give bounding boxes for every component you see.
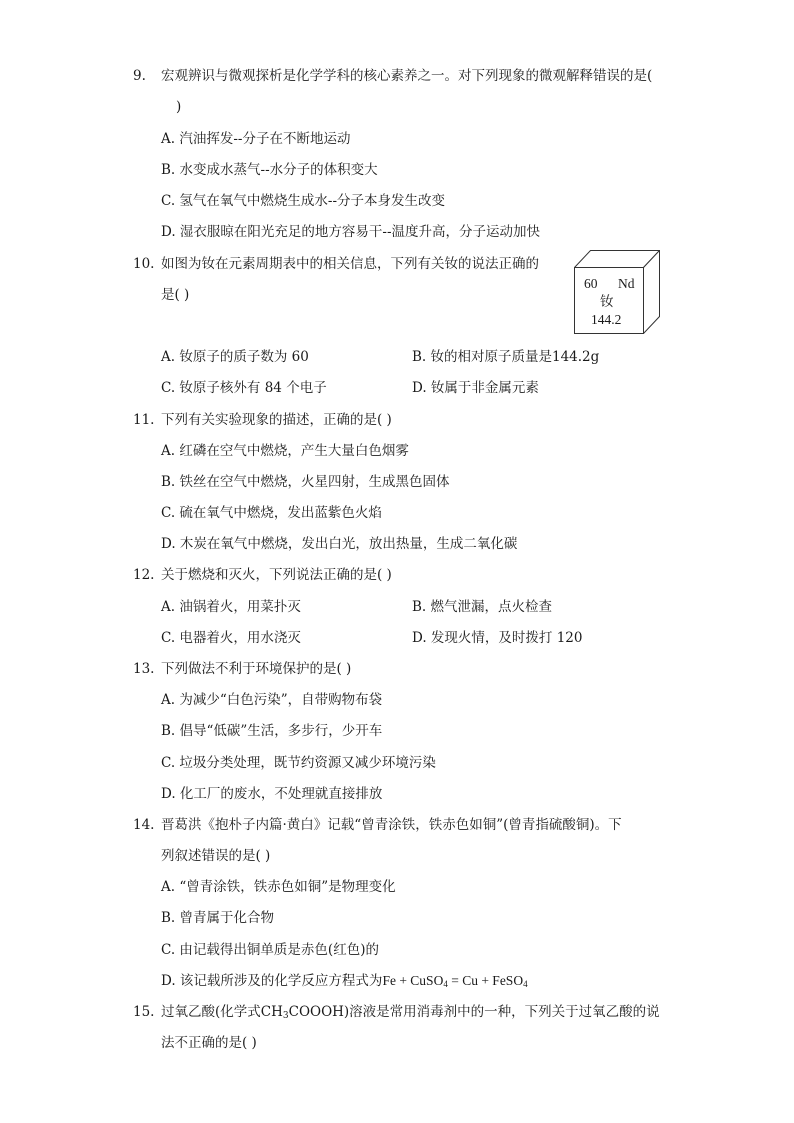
question-stem: 下列做法不利于环境保护的是( ) <box>161 661 352 677</box>
option-a: A. 油锅着火，用菜扑灭 <box>161 599 301 615</box>
option-a: A. 红磷在空气中燃烧，产生大量白色烟雾 <box>161 443 409 459</box>
option-d-text: D. 该记载所涉及的化学反应方程式为 <box>161 973 383 989</box>
atomic-mass: 144.2 <box>591 312 622 327</box>
option-d: D. 木炭在氧气中燃烧，发出白光，放出热量，生成二氧化碳 <box>161 536 518 552</box>
question-stem-cont: 法不正确的是( ) <box>161 1035 257 1051</box>
question-stem: 如图为钕在元素周期表中的相关信息，下列有关钕的说法正确的 <box>161 256 539 272</box>
option-a: A. 为减少“白色污染”，自带购物布袋 <box>161 692 383 708</box>
option-c: C. 电器着火，用水浇灭 <box>161 630 301 646</box>
option-a: A. “曾青涂铁，铁赤色如铜”是物理变化 <box>161 879 396 895</box>
question-number: 15. <box>133 1004 155 1020</box>
atomic-number: 60 <box>584 276 598 291</box>
option-b: B. 曾青属于化合物 <box>161 910 275 926</box>
question-number: 11. <box>133 412 155 428</box>
option-a: A. 汽油挥发--分子在不断地运动 <box>161 131 351 147</box>
option-b: B. 钕的相对原子质量是144.2g <box>412 349 600 365</box>
element-name: 钕 <box>600 294 614 309</box>
periodic-table-cell <box>574 250 660 334</box>
option-b: B. 倡导“低碳”生活，多步行，少开车 <box>161 723 383 739</box>
option-b: B. 铁丝在空气中燃烧，火星四射，生成黑色固体 <box>161 474 450 490</box>
option-b: B. 水变成水蒸气--水分子的体积变大 <box>161 162 378 178</box>
question-number: 12. <box>133 567 155 583</box>
option-a: A. 钕原子的质子数为 60 <box>161 349 309 365</box>
option-b: B. 燃气泄漏，点火检查 <box>412 599 553 615</box>
option-c: C. 垃圾分类处理，既节约资源又减少环境污染 <box>161 755 436 771</box>
question-stem: 下列有关实验现象的描述，正确的是( ) <box>161 412 392 428</box>
option-d: D. 化工厂的废水，不处理就直接排放 <box>161 786 383 802</box>
question-number: 10. <box>133 256 155 272</box>
option-d: D. 钕属于非金属元素 <box>412 380 539 396</box>
option-c: C. 硫在氧气中燃烧，发出蓝紫色火焰 <box>161 505 382 521</box>
question-stem: 过氧乙酸(化学式$CH_3COOOH$)溶液是常用消毒剂中的一种，下列关于过氧乙酸的说 <box>161 1004 660 1021</box>
question-stem-cont: 是( ) <box>161 287 190 303</box>
option-d: D. 发现火情，及时拨打 120 <box>412 630 583 646</box>
question-stem: 宏观辨识与微观探析是化学学科的核心素养之一。对下列现象的微观解释错误的是( <box>161 68 653 84</box>
option-d <box>161 972 528 993</box>
question-stem: 晋葛洪《抱朴子内篇·黄白》记载“曾青涂铁，铁赤色如铜”(曾青指硫酸铜)。下 <box>161 817 622 833</box>
question-number: 14. <box>133 817 155 833</box>
question-number: 9. <box>133 68 146 84</box>
question-stem-cont: ) <box>176 99 182 115</box>
question-number: 13. <box>133 661 155 677</box>
question-stem: 关于燃烧和灭火，下列说法正确的是( ) <box>161 567 392 583</box>
chemical-equation: Fe + CuSO$_4$ = Cu + FeSO$_4$ <box>382 973 528 989</box>
question-stem-cont: 列叙述错误的是( ) <box>161 848 271 864</box>
option-c: C. 氢气在氧气中燃烧生成水--分子本身发生改变 <box>161 193 446 209</box>
option-d: D. 湿衣服晾在阳光充足的地方容易干--温度升高，分子运动加快 <box>161 224 541 240</box>
element-symbol: Nd <box>618 276 635 291</box>
option-c: C. 由记载得出铜单质是赤色(红色)的 <box>161 942 379 958</box>
option-c: C. 钕原子核外有 84 个电子 <box>161 380 327 396</box>
